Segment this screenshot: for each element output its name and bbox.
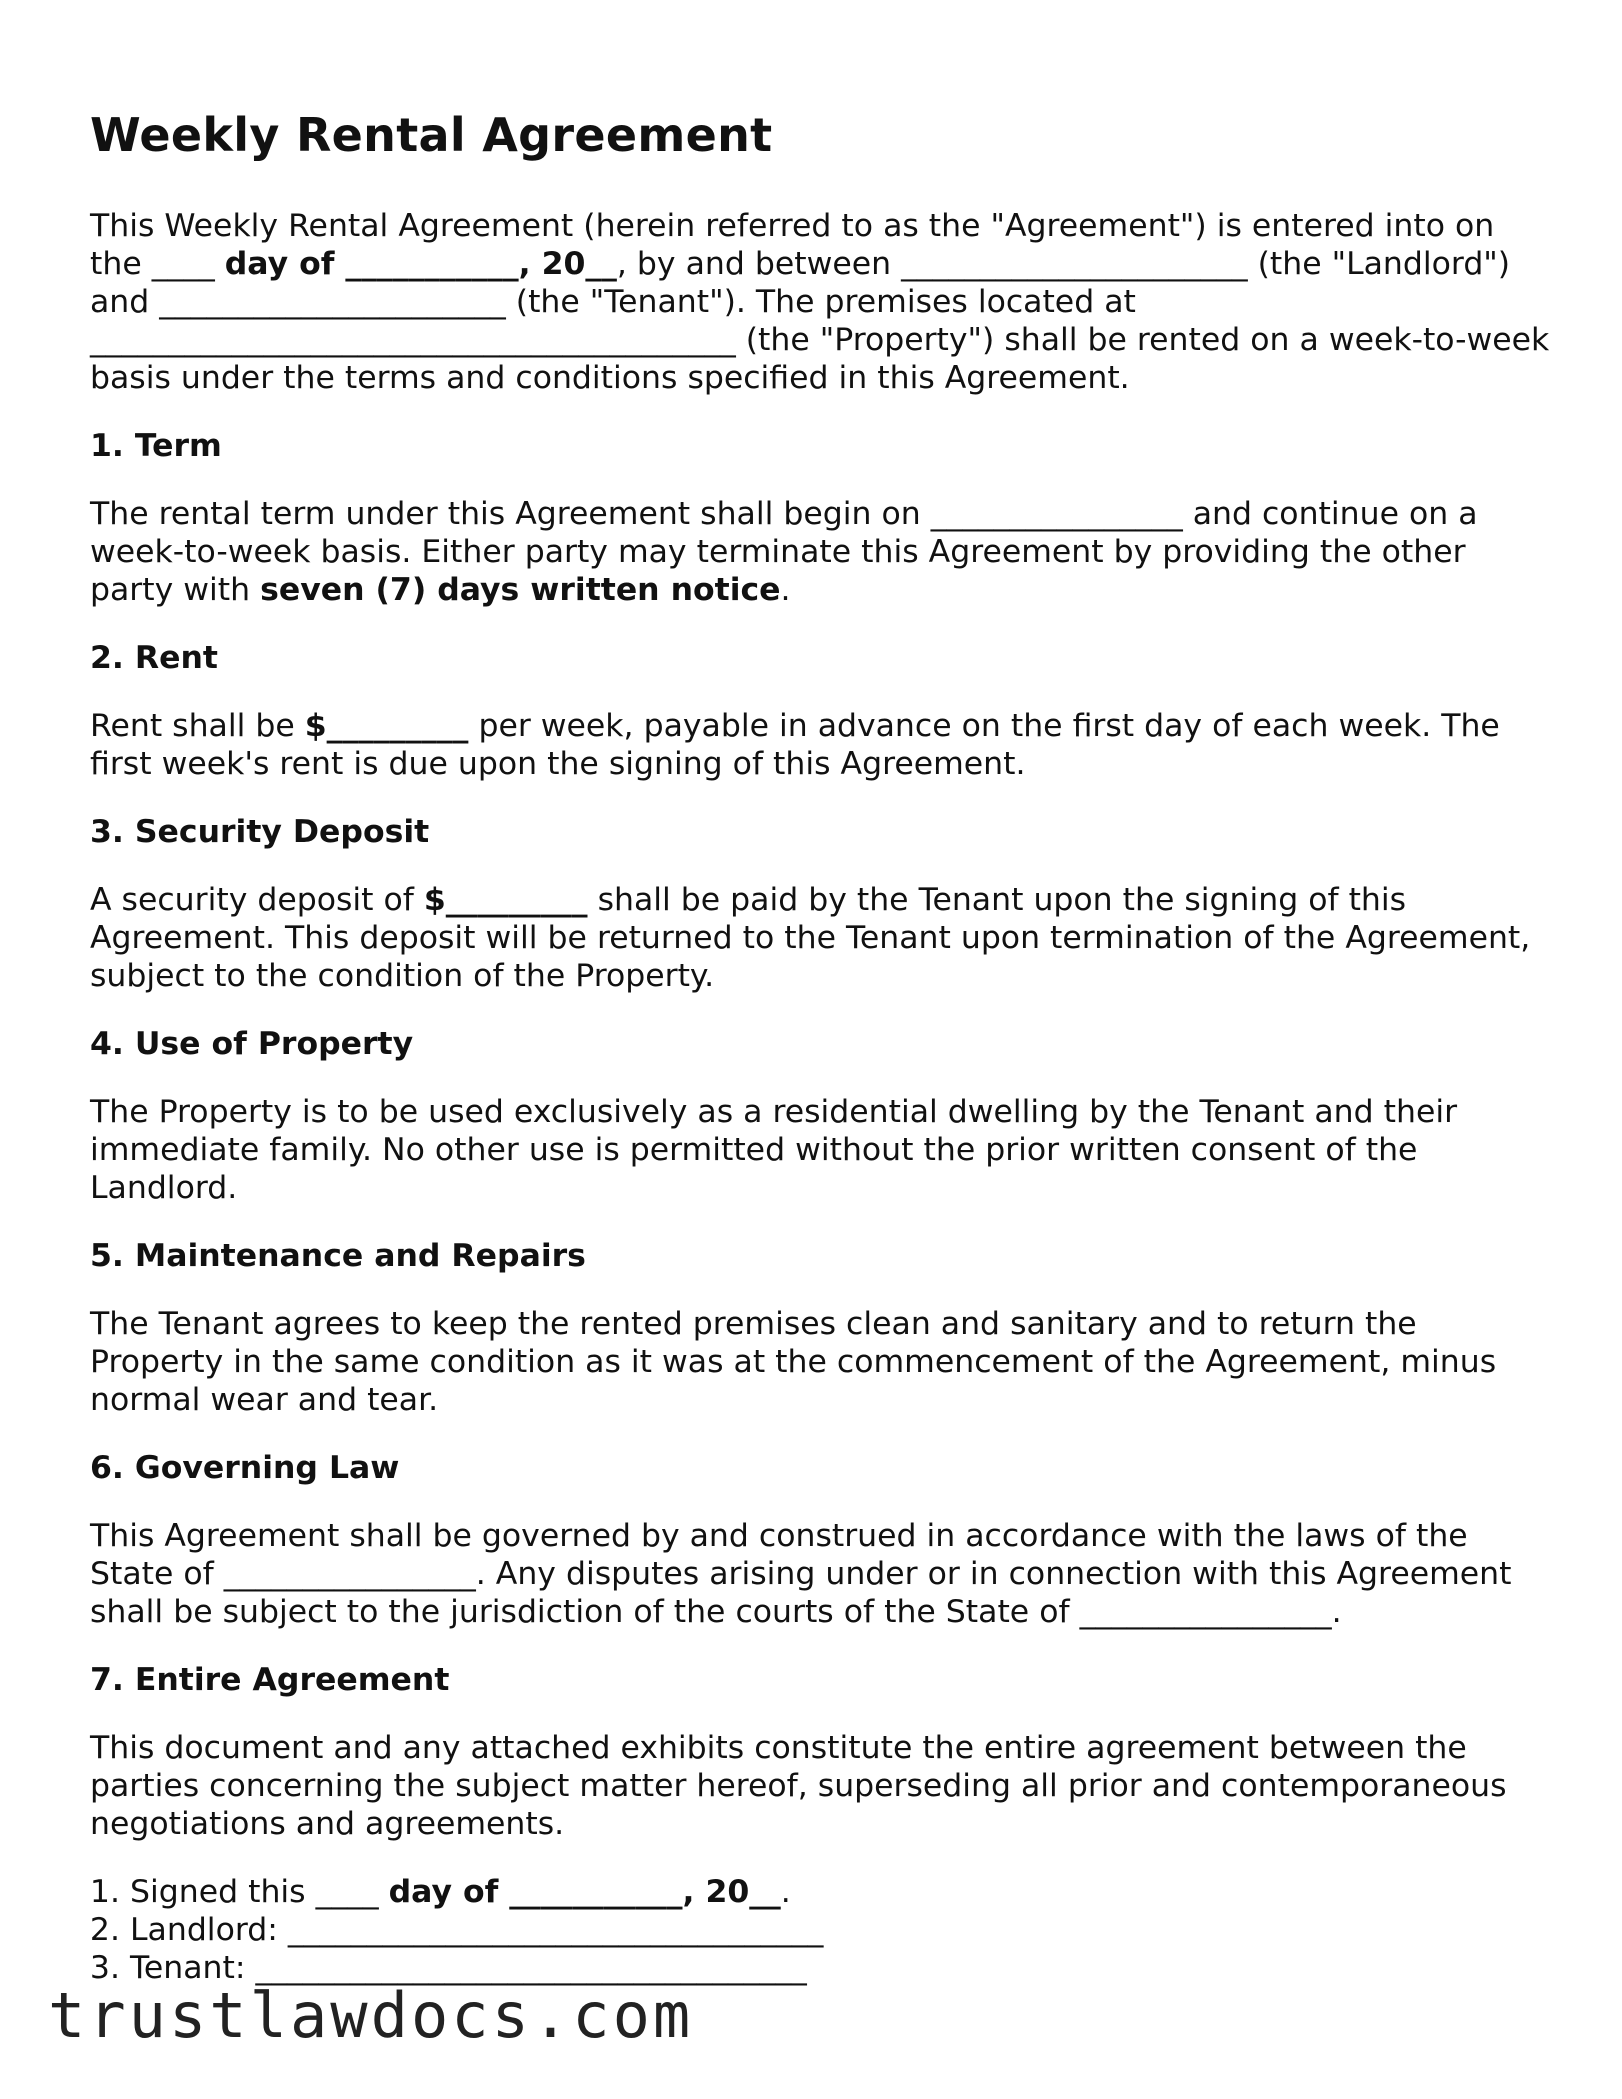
section-heading-use-of-property: 4. Use of Property xyxy=(90,1026,414,1063)
section-heading-maintenance: 5. Maintenance and Repairs xyxy=(90,1238,586,1275)
signed-text-1: Signed this ____ xyxy=(130,1874,389,1911)
signature-line-tenant: 3. Tenant: ___________________________________ xyxy=(130,1949,1550,1987)
signature-line-landlord: 2. Landlord: __________________________________ xyxy=(130,1911,1550,1949)
signed-text-2: . xyxy=(780,1874,791,1911)
rent-amount-bold: $_________ xyxy=(304,708,469,745)
section-heading-governing-law: 6. Governing Law xyxy=(90,1450,400,1487)
intro-text-1: This Weekly Rental Agreement (herein referred to as the "Agreement") is entered into on the ____ xyxy=(90,208,1495,283)
term-text-2: . xyxy=(780,572,791,609)
section-text-use-of-property: The Property is to be used exclusively as a residential dwelling by the Tenant and their immediate family. No other use is permitted without the prior written consent of the Landlord. xyxy=(90,1094,1458,1207)
section-text-term xyxy=(90,495,1550,609)
section-text-maintenance: The Tenant agrees to keep the rented premises clean and sanitary and to return the Property in the same condition as it was at the commencement of the Agreement, minus normal wear and tear. xyxy=(90,1306,1497,1419)
deposit-text-1: A security deposit of xyxy=(90,882,424,919)
rent-text-1: Rent shall be xyxy=(90,708,305,745)
signature-list xyxy=(90,1873,1550,1987)
signature-line-signed xyxy=(130,1873,1550,1911)
document-title: Weekly Rental Agreement xyxy=(90,108,773,162)
document-page xyxy=(90,108,1550,1987)
deposit-text-2: shall be paid by the Tenant upon the signing of this Agreement. This deposit will be returned to the Tenant upon termination of the Agreement, subject to the condition of the Property. xyxy=(90,882,1531,995)
intro-text-2: , by and between ______________________ (the "Landlord") and ______________________ (the "Tenant"). The premises located at _________________________________________ (the "Property") shall be rented on a week-to-week basis under the terms and conditions specified in this Agreement. xyxy=(90,246,1550,397)
intro-paragraph xyxy=(90,207,1550,397)
signed-date-bold: day of ___________, 20__ xyxy=(388,1874,781,1911)
section-text-security-deposit xyxy=(90,881,1550,995)
intro-date-bold: day of ___________, 20__ xyxy=(224,246,617,283)
rent-text-2: per week, payable in advance on the first day of each week. The first week's rent is due upon the signing of this Agreement. xyxy=(90,708,1500,783)
section-text-rent xyxy=(90,707,1550,783)
section-heading-entire-agreement: 7. Entire Agreement xyxy=(90,1662,450,1699)
deposit-amount-bold: $_________ xyxy=(423,882,588,919)
term-text-1: The rental term under this Agreement shall begin on ________________ and continue on a week-to-week basis. Either party may terminate this Agreement by providing the other party with xyxy=(90,496,1478,609)
section-heading-term: 1. Term xyxy=(90,428,222,465)
section-heading-security-deposit: 3. Security Deposit xyxy=(90,814,430,851)
section-text-entire-agreement: This document and any attached exhibits constitute the entire agreement between the parties concerning the subject matter hereof, superseding all prior and contemporaneous negotiations and agreements. xyxy=(90,1730,1507,1843)
section-text-governing-law: This Agreement shall be governed by and construed in accordance with the laws of the State of ________________. Any disputes arising under or in connection with this Agreement shall be subject to the jurisdiction of the courts of the State of ________________. xyxy=(90,1518,1512,1631)
watermark: trustlawdocs.com xyxy=(48,1979,694,2052)
term-notice-bold: seven (7) days written notice xyxy=(260,572,781,609)
section-heading-rent: 2. Rent xyxy=(90,640,218,677)
